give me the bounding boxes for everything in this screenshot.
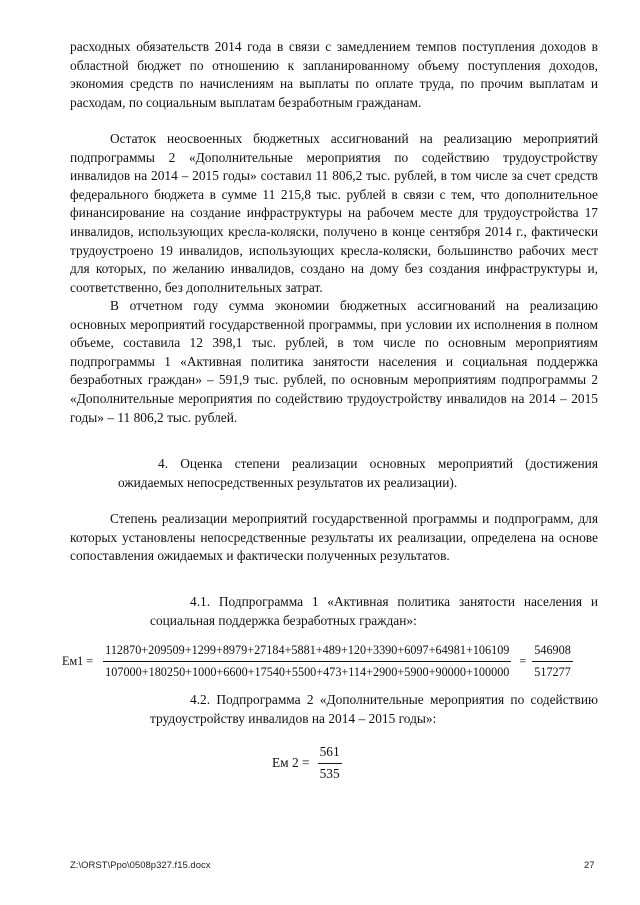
- subsection-4-1-heading: 4.1. Подпрограмма 1 «Активная политика занятости населения и социальная поддержка безработных граждан»:: [150, 594, 598, 628]
- footer-file-path: Z:\ORST\Ppo\0508p327.f15.docx: [70, 860, 211, 871]
- section-4-heading: 4. Оценка степени реализации основных мероприятий (достижения ожидаемых непосредственных результатов их реализации).: [118, 456, 598, 490]
- formula-em1-result-fraction: [532, 641, 573, 681]
- paragraph-2: Остаток неосвоенных бюджетных ассигнований на реализацию мероприятий подпрограммы 2 «Дополнительные мероприятия по содействию трудоустройству инвалидов на 2014 – 2015 годы» составил 11 806,2 тыс. рублей, в том числе за счет средств федерального бюджета в сумме 11 215,8 тыс. рублей в связи с тем, что дополнительное финансирование на создание инфраструктуры на рабочем месте для трудоустройства 17 инвалидов, использующих кресла-коляски, получено в конце сентября 2014 г., фактически трудоустроено 19 инвалидов, использующих кресла-коляски, большинство рабочих мест для которых, по желанию инвалидов, создано на дому без создания инфраструктуры и, соответственно, без дополнительных затрат.: [70, 131, 598, 295]
- formula-em1: [62, 641, 573, 681]
- subsection-4-2-heading: 4.2. Подпрограмма 2 «Дополнительные мероприятия по содействию трудоустройству инвалидов на 2014 – 2015 годы»:: [150, 692, 598, 726]
- formula-em2-fraction: [318, 743, 342, 783]
- formula-em2: [272, 743, 342, 783]
- paragraph-4: Степень реализации мероприятий государственной программы и подпрограмм, для которых установлены непосредственные результаты их реализации, определена на основе сопоставления ожидаемых и фактически полученных результатов.: [70, 511, 598, 564]
- formula-em1-denominator: 107000+180250+1000+6600+17540+5500+473+114+2900+5900+90000+100000: [105, 664, 510, 679]
- subsection-4-1-heading-block: [150, 593, 598, 630]
- subsection-4-2-heading-block: [150, 691, 598, 728]
- paragraph-2-block: [70, 130, 598, 297]
- formula-em2-lhs: Ем 2 =: [272, 754, 310, 770]
- formula-em2-numerator: 561: [318, 743, 342, 764]
- formula-em2-denominator: 535: [319, 765, 340, 781]
- formula-em1-numerator: 112870+209509+1299+8979+27184+5881+489+120+3390+6097+64981+106109: [103, 641, 511, 662]
- formula-em1-equals: =: [519, 653, 527, 668]
- formula-em1-fraction: [103, 641, 511, 681]
- formula-em1-result-denominator: 517277: [534, 664, 571, 679]
- paragraph-3-block: [70, 297, 598, 427]
- section-4-heading-block: [118, 455, 598, 492]
- footer-page-number: 27: [584, 860, 595, 871]
- formula-em1-lhs: Ем1 =: [62, 653, 94, 668]
- formula-em1-result-numerator: 546908: [532, 641, 573, 662]
- paragraph-1: расходных обязательств 2014 года в связи с замедлением темпов поступления доходов в областной бюджет по отношению к запланированному объему поступления доходов, экономия средств по начислениям на выплаты по оплате труда, по прочим выплатам и расходам, по социальным выплатам безработным гражданам.: [70, 39, 598, 110]
- paragraph-3: В отчетном году сумма экономии бюджетных ассигнований на реализацию основных мероприятий государственной программы, при условии их исполнения в полном объеме, составила 12 398,1 тыс. рублей, в том числе по основным мероприятиям подпрограммы 1 «Активная политика занятости населения и социальная поддержка безработных граждан» – 591,9 тыс. рублей, по основным мероприятиям подпрограммы 2 «Дополнительные мероприятия по содействию трудоустройству инвалидов на 2014 – 2015 годы» – 11 806,2 тыс. рублей.: [70, 298, 598, 425]
- paragraph-4-block: [70, 510, 598, 566]
- paragraph-1-block: [70, 38, 598, 112]
